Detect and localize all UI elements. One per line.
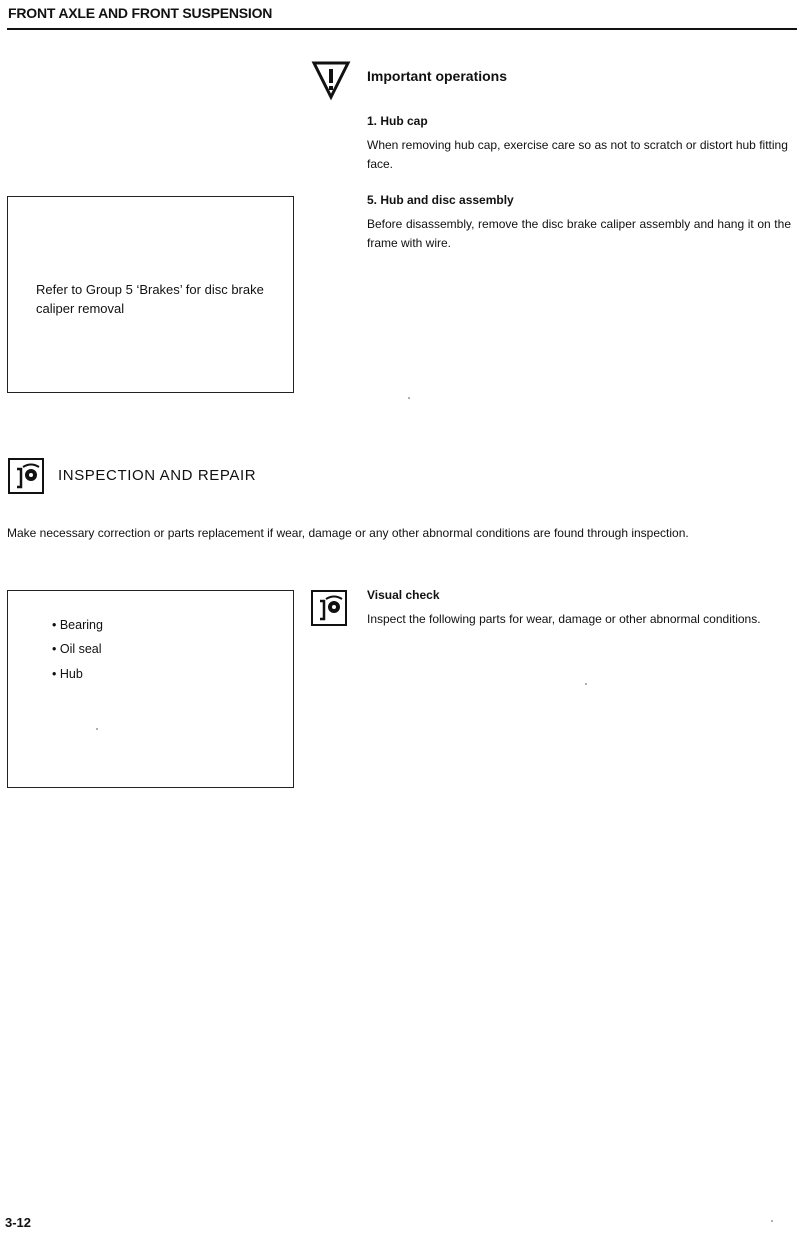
scan-speck [771,1220,773,1222]
header-divider [7,28,797,30]
page-number: 3-12 [5,1215,32,1230]
inspection-title: INSPECTION AND REPAIR [58,467,257,484]
visual-check-heading: Visual check [367,588,440,602]
scan-speck [585,683,587,685]
visual-check-text: Inspect the following parts for wear, damage or other abnormal conditions. [367,612,761,626]
scan-speck [408,397,410,399]
visual-check-icon [311,590,347,626]
warning-triangle-icon [311,57,351,101]
inspection-icon [8,458,44,494]
figure-caption: Refer to Group 5 ‘Brakes’ for disc brake caliper removal [36,282,264,316]
page-header-title: FRONT AXLE AND FRONT SUSPENSION [8,5,273,21]
figure-box-caliper [7,196,294,393]
hub-disc-text: Before disassembly, remove the disc brake caliper assembly and hang it on the frame with wire. [367,217,791,250]
hub-cap-text: When removing hub cap, exercise care so as not to scratch or distort hub fitting face. [367,138,788,171]
figure-box-parts [7,590,294,788]
scan-speck [96,728,98,730]
hub-cap-heading: 1. Hub cap [367,114,428,128]
list-item: • Oil seal [52,642,102,656]
inspection-intro: Make necessary correction or parts replacement if wear, damage or any other abnormal conditions are found through inspection. [7,526,689,540]
hub-disc-heading: 5. Hub and disc assembly [367,193,514,207]
list-item: • Hub [52,667,83,681]
important-operations-title: Important operations [367,68,508,84]
list-item: • Bearing [52,618,103,632]
